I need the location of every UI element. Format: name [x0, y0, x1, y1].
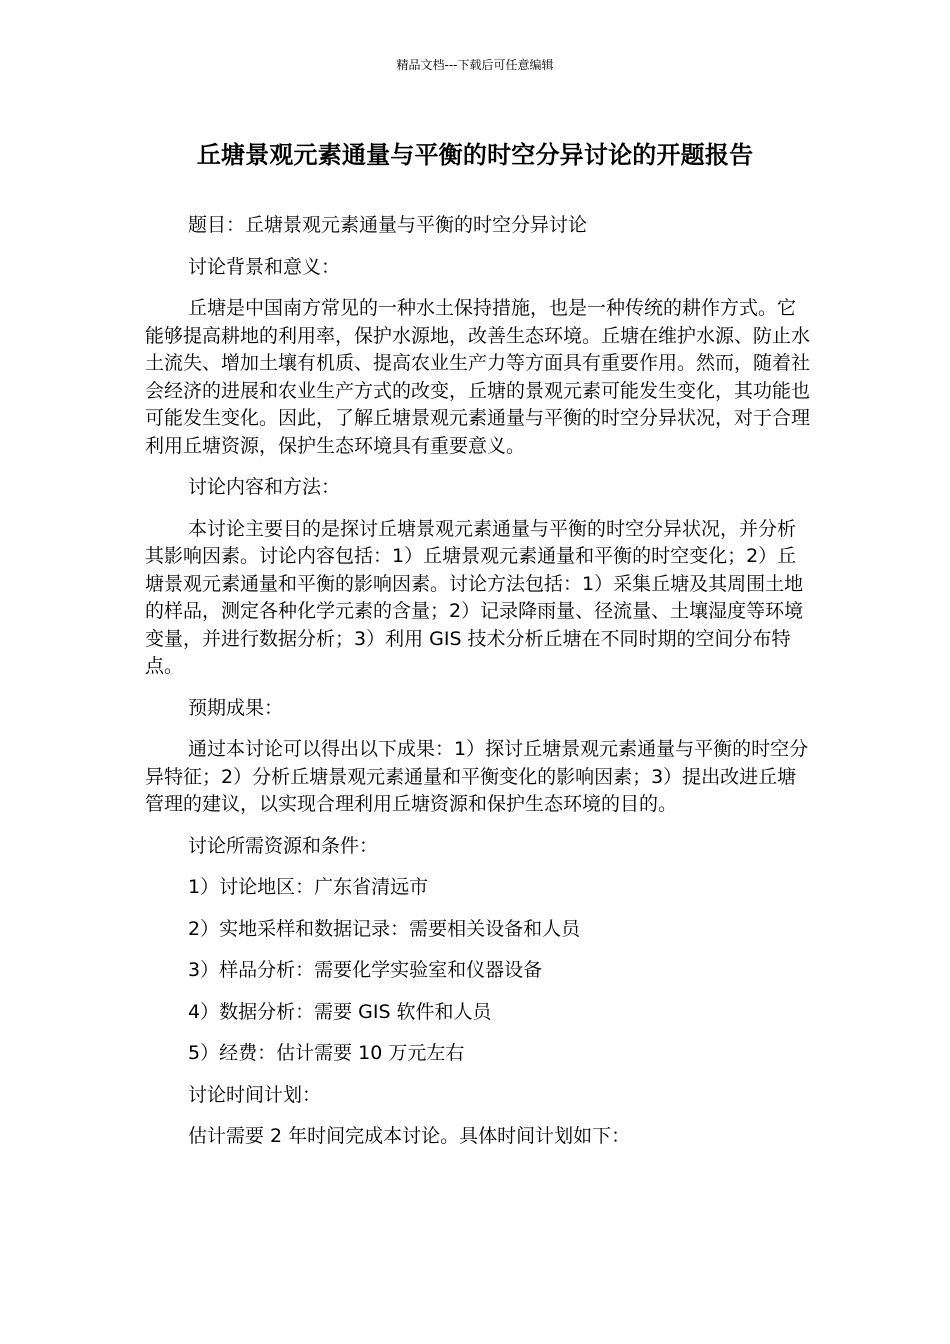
section-heading-background: 讨论背景和意义： — [188, 255, 341, 278]
resource-item: 2）实地采样和数据记录：需要相关设备和人员 — [188, 917, 581, 940]
methods-paragraph: 本讨论主要目的是探讨丘塘景观元素通量与平衡的时空分异状况，并分析其影响因素。讨论内容包括：1）丘塘景观元素通量和平衡的时空变化；2）丘塘景观元素通量和平衡的影响因素。讨论方法包括：1）采集丘塘及其周围土地的样品，测定各种化学元素的含量；2）记录降雨量、径流量、土壤湿度等环境变量，并进行数据分析；3）利用 GIS 技术分析丘塘在不同时期的空间分布特点。 — [145, 517, 804, 677]
section-heading-schedule: 讨论时间计划： — [188, 1083, 322, 1106]
resource-item: 5）经费：估计需要 10 万元左右 — [188, 1042, 465, 1064]
schedule-paragraph: 估计需要 2 年时间完成本讨论。具体时间计划如下： — [188, 1125, 631, 1147]
section-heading-resources: 讨论所需资源和条件： — [188, 834, 379, 857]
background-paragraph: 丘塘是中国南方常见的一种水土保持措施，也是一种传统的耕作方式。它能够提高耕地的利用率，保护水源地，改善生态环境。丘塘在维护水源、防止水土流失、增加土壤有机质、提高农业生产力等方面具有重要作用。然而，随着社会经济的进展和农业生产方式的改变，丘塘的景观元素可能发生变化，其功能也可能发生变化。因此，了解丘塘景观元素通量与平衡的时空分异状况，对于合理利用丘塘资源，保护生态环境具有重要意义。 — [145, 297, 811, 457]
section-heading-outcomes: 预期成果： — [188, 696, 284, 719]
resource-item: 1）讨论地区：广东省清远市 — [188, 876, 429, 898]
topic-line: 题目：丘塘景观元素通量与平衡的时空分异讨论 — [188, 214, 588, 236]
document-body — [145, 212, 810, 1165]
resource-item: 4）数据分析：需要 GIS 软件和人员 — [188, 1000, 492, 1023]
outcomes-paragraph: 通过本讨论可以得出以下成果：1）探讨丘塘景观元素通量与平衡的时空分异特征；2）分析丘塘景观元素通量和平衡变化的影响因素；3）提出改进丘塘管理的建议，以实现合理利用丘塘资源和保护生态环境的目的。 — [145, 738, 809, 815]
resource-item: 3）样品分析：需要化学实验室和仪器设备 — [188, 959, 543, 981]
section-heading-methods: 讨论内容和方法： — [188, 476, 341, 498]
header-note: 精品文档---下载后可任意编辑 — [396, 58, 554, 72]
document-title: 丘塘景观元素通量与平衡的时空分异讨论的开题报告 — [196, 141, 754, 169]
